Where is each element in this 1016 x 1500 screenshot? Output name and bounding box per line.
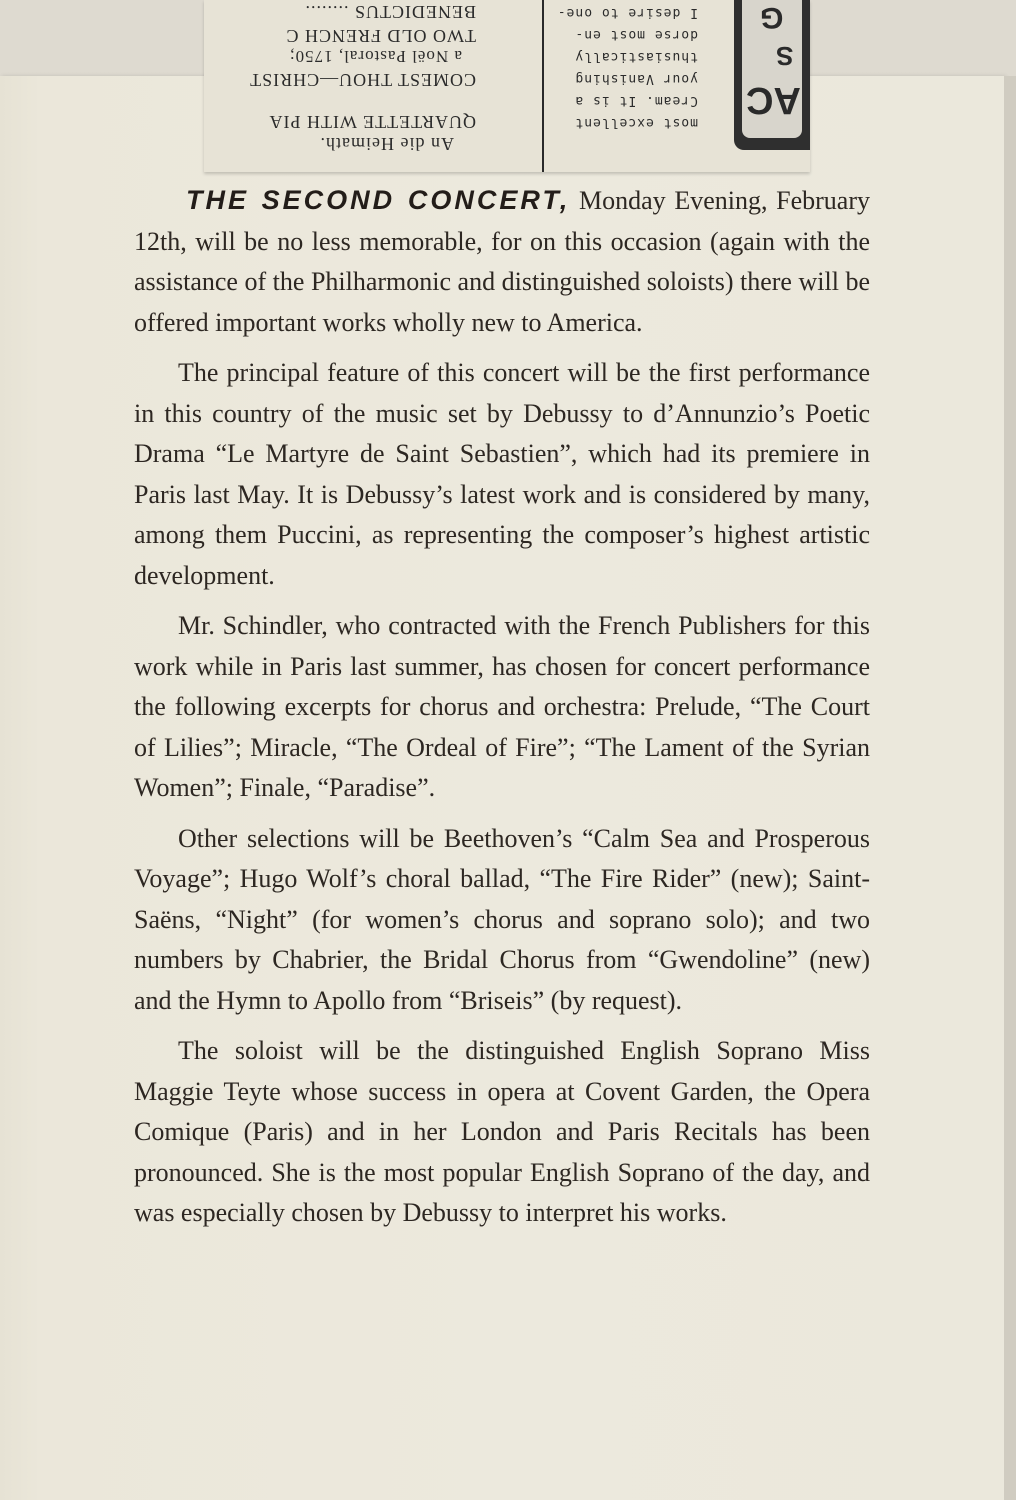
paragraph-text: Monday Evening, February 12th, will be no less memorable, for on this occasion (again with the assistance of the Philharmonic and distinguished soloists) there will be offered important works wholly new to America.: [134, 186, 870, 337]
advertisement-letter: S: [776, 41, 794, 71]
paragraph-excerpts: Mr. Schindler, who contracted with the French Publishers for this work while in Paris last summer, has chosen for concert performance the following excerpts for chorus and orchestra: Prelude, “The Court of Lilies”; Miracle, “The Ordeal of Fire”; “The Lament of the Syrian Women”; Finale, “Paradise”.: [134, 611, 870, 802]
clipping-program-column: [204, 0, 514, 172]
clipping-line: Cream. It is a: [574, 93, 698, 108]
page-edge: [1004, 76, 1016, 1500]
concert-announcement: [134, 180, 870, 1244]
clipping-line: BENEDICTUS ........: [304, 2, 476, 22]
clipping-line: most excellent: [574, 115, 698, 130]
clipping-line: your Vanishing: [574, 71, 698, 86]
clipping-line: thusiastically: [574, 49, 698, 64]
clipping-line: dorse most en-: [574, 27, 698, 42]
newspaper-clipping: [204, 0, 810, 172]
clipping-line: a Noël Pastoral, 1750;: [288, 47, 462, 66]
advertisement-letter: G: [760, 1, 784, 34]
clipping-line: COMEST THOU—CHRIST: [249, 70, 476, 90]
advertisement-letter: AC: [746, 79, 801, 121]
clipping-line: QUARTETTE WITH PIA: [268, 112, 476, 132]
clipping-line: An die Heimath.: [319, 134, 454, 154]
clipping-line: I desire to one-: [556, 5, 698, 20]
paragraph-other-selections: Other selections will be Beethoven’s “Calm Sea and Prosperous Voyage”; Hugo Wolf’s choral ballad, “The Fire Rider” (new); Saint-Saëns, “Night” (for women’s chorus and soprano solo); and two numbers by Chabrier, the Bridal Chorus from “Gwendoline” (new) and the Hymn to Apollo from “Briseis” (by request).: [134, 823, 870, 1015]
clipping-advertisement: [734, 0, 810, 150]
paragraph-principal-feature: The principal feature of this concert will be the first performance in this country of the music set by Debussy to d’Annunzio’s Poetic Drama “Le Martyre de Saint Sebastien”, which had its premiere in Paris last May. It is Debussy’s latest work and is considered by many, among them Puccini, as representing the composer’s highest artistic development.: [134, 358, 870, 590]
clipping-column-rule: [542, 0, 544, 172]
paragraph-soloist: The soloist will be the distinguished English Soprano Miss Maggie Teyte whose success in opera at Covent Garden, the Opera Comique (Paris) and in her London and Paris Recitals has been pronounced. She is the most popular English Soprano of the day, and was especially chosen by Debussy to interpret his works.: [134, 1036, 870, 1227]
clipping-line: TWO OLD FRENCH C: [285, 26, 476, 46]
section-heading: THE SECOND CONCERT,: [186, 185, 571, 215]
clipping-testimonial-column: [549, 0, 734, 172]
paragraph-intro: [134, 180, 870, 343]
advertisement-panel: [742, 0, 802, 138]
